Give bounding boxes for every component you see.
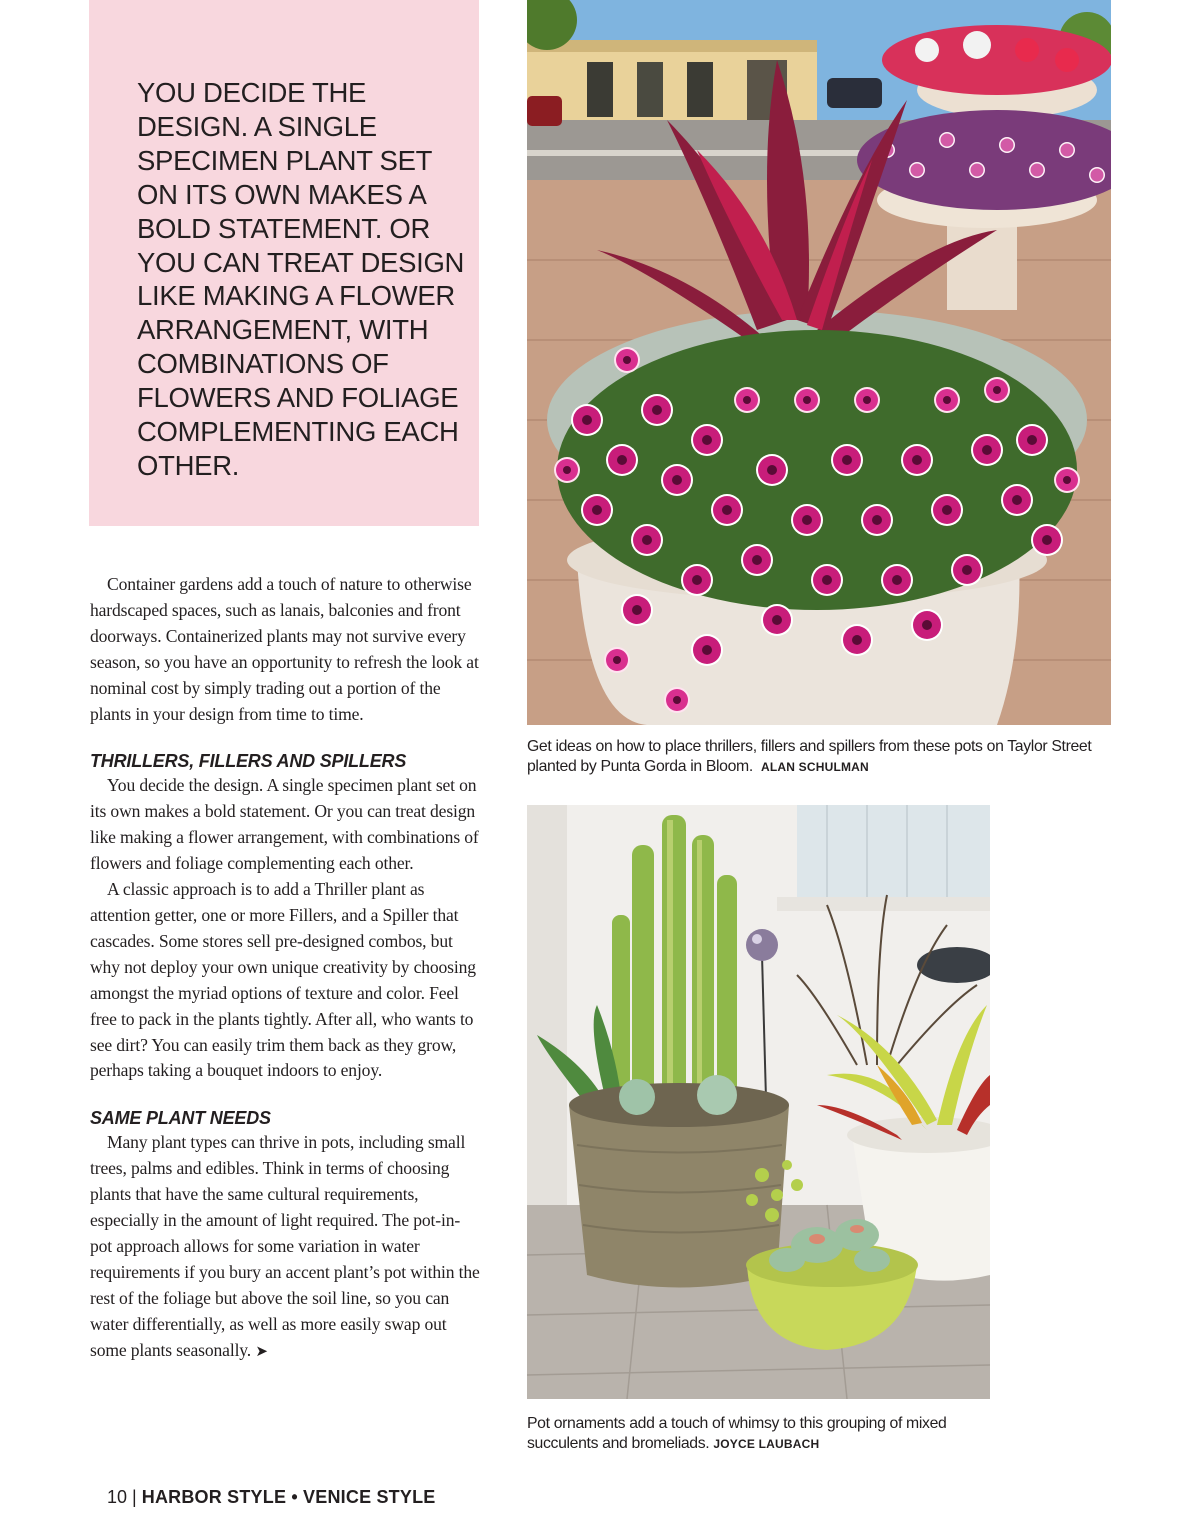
photo1-caption: [527, 737, 1117, 777]
photo1-caption-text: Get ideas on how to place thrillers, fillers and spillers from these pots on Taylor Street planted by Punta Gorda in Bloom.: [527, 738, 1092, 775]
photo2-caption: [527, 1414, 967, 1454]
section-heading-thrillers: THRILLERS, FILLERS AND SPILLERS: [90, 751, 407, 772]
continue-arrow-icon: ➤: [255, 1341, 268, 1360]
section1-paragraph-1: You decide the design. A single specimen plant set on its own makes a bold statement. Or you can treat design like making a flower arrangement, with combinations of flowers and foliage complementing each other.: [90, 775, 479, 874]
photo2-credit: JOYCE LAUBACH: [713, 1437, 820, 1451]
section-heading-same-plant-needs: SAME PLANT NEEDS: [90, 1108, 271, 1129]
photo-succulent-grouping: [527, 805, 990, 1399]
intro-paragraph: Container gardens add a touch of nature to otherwise hardscaped spaces, such as lanais, balconies and front doorways. Containerized plants may not survive every season, so you have an opportunity to refresh the look at nominal cost by simply trading out a portion of the plants in your design from time to time.: [90, 574, 479, 724]
petunia-planter-illustration: [527, 0, 1111, 725]
section1-paragraph-2: A classic approach is to add a Thriller plant as attention getter, one or more Fillers, and a Spiller that cascades. Some stores sell pre-designed combos, but why not deploy your own unique creativity by choosing amongst the myriad options of texture and color. Feel free to pack in the plants tightly. After all, who wants to see dirt? You can easily trim them back as they grow, perhaps taking a bouquet indoors to enjoy.: [90, 879, 476, 1081]
succulent-grouping-illustration: [527, 805, 990, 1399]
folio-separator: |: [132, 1487, 137, 1507]
publication-name: HARBOR STYLE • VENICE STYLE: [141, 1487, 436, 1507]
page-folio: [107, 1487, 435, 1508]
pullquote: YOU DECIDE THE DESIGN. A SINGLE SPECIMEN PLANT SET ON ITS OWN MAKES A BOLD STATEMENT. OR YOU CAN TREAT DESIGN LIKE MAKING A FLOWER ARRANGEMENT, WITH COMBINATIONS OF FLOWERS AND FOLIAGE COMPLEMENTING EACH OTHER.: [137, 77, 465, 481]
photo1-credit: ALAN SCHULMAN: [760, 760, 869, 774]
section2-text: Many plant types can thrive in pots, including small trees, palms and edibles. Think in terms of choosing plants that have the same cultural requirements, especially in the amount of light required. The pot-in-pot approach allows for some variation in water requirements if you bury an accent plant’s pot within the rest of the foliage but above the soil line, so you can water differentially, as well as more easily swap out some plants seasonally.: [90, 1132, 480, 1360]
article-column: [90, 572, 482, 1364]
photo2-caption-text: Pot ornaments add a touch of whimsy to this grouping of mixed succulents and bromeliads.: [527, 1415, 947, 1452]
section2-paragraph-1: [90, 1130, 482, 1364]
photo-petunia-planter: [527, 0, 1111, 725]
page-number: 10: [107, 1487, 128, 1507]
